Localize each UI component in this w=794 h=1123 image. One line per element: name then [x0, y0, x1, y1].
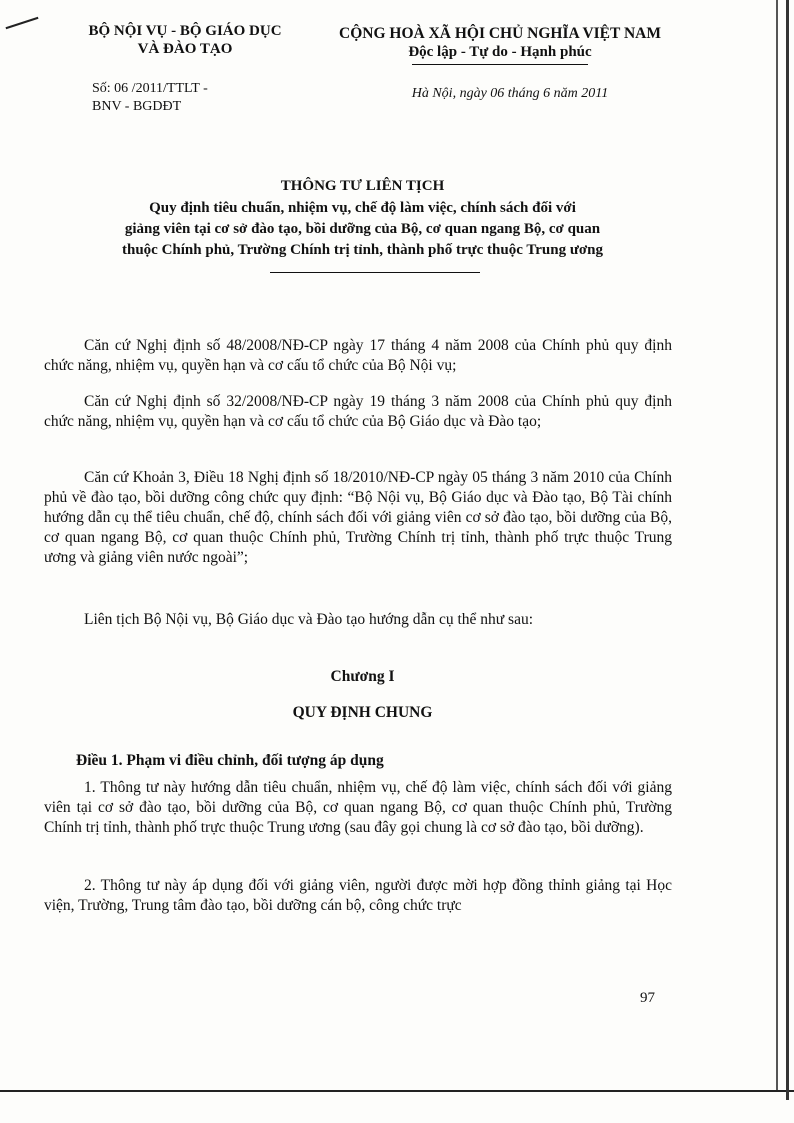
document-subject	[40, 198, 685, 261]
preamble-paragraph-2	[44, 392, 672, 432]
preamble-text-1: Căn cứ Nghị định số 48/2008/NĐ-CP ngày 17 tháng 4 năm 2008 của Chính phủ quy định chức năng, nhiệm vụ, quyền hạn và cơ cấu tổ chức của Bộ Nội vụ;	[44, 337, 672, 374]
preamble-text-2: Căn cứ Nghị định số 32/2008/NĐ-CP ngày 19 tháng 3 năm 2008 của Chính phủ quy định chức năng, nhiệm vụ, quyền hạn và cơ cấu tổ chức của Bộ Giáo dục và Đào tạo;	[44, 393, 672, 430]
clause-1-text: 1. Thông tư này hướng dẫn tiêu chuẩn, nhiệm vụ, chế độ làm việc, chính sách đối với giảng viên tại cơ sở đào tạo, bồi dưỡng của Bộ, cơ quan ngang Bộ, cơ quan thuộc Chính phủ, Trường Chính trị tỉnh, thành phố trực thuộc Trung ương (sau đây gọi chung là cơ sở đào tạo, bồi dưỡng).	[44, 779, 672, 836]
page-number: 97	[640, 990, 655, 1006]
scan-edge-bottom	[0, 1090, 794, 1092]
subject-line2: giảng viên tại cơ sở đào tạo, bồi dưỡng của Bộ, cơ quan ngang Bộ, cơ quan	[124, 221, 601, 237]
clause-2-text: 2. Thông tư này áp dụng đối với giảng viên, người được mời hợp đồng thỉnh giảng tại Học viện, Trường, Trung tâm đào tạo, bồi dưỡng cán bộ, công chức trực	[44, 877, 672, 914]
article-1-clause-2	[44, 876, 672, 916]
national-title	[310, 24, 690, 62]
title-underline	[270, 272, 480, 273]
scan-stroke-top-left	[6, 17, 39, 29]
national-motto: Độc lập - Tự do - Hạnh phúc	[408, 44, 592, 60]
subject-line1: Quy định tiêu chuẩn, nhiệm vụ, chế độ làm việc, chính sách đối với	[149, 200, 576, 216]
preamble-paragraph-4	[44, 610, 672, 630]
doc-number-line1: Số: 06 /2011/TTLT -	[92, 81, 208, 96]
preamble-text-3: Căn cứ Khoản 3, Điều 18 Nghị định số 18/2010/NĐ-CP ngày 05 tháng 3 năm 2010 của Chính phủ về đào tạo, bồi dưỡng công chức quy định: “Bộ Nội vụ, Bộ Giáo dục và Đào tạo, Bộ Tài chính hướng dẫn cụ thể tiêu chuẩn, chế độ, chính sách đối với giảng viên cơ sở đào tạo, bồi dưỡng của Bộ, cơ quan ngang Bộ, cơ quan thuộc Chính phủ, Trường Chính trị tỉnh, thành phố trực thuộc Trung ương và giảng viên nước ngoài”;	[44, 469, 672, 566]
scan-edge-right	[776, 0, 778, 1090]
scan-edge-right-dark	[786, 0, 789, 1100]
article-1-heading: Điều 1. Phạm vi điều chỉnh, đối tượng áp dụng	[76, 752, 384, 769]
chapter-name: QUY ĐỊNH CHUNG	[292, 704, 433, 721]
agency-line2: VÀ ĐÀO TẠO	[137, 41, 233, 57]
nation-name: CỘNG HOÀ XÃ HỘI CHỦ NGHĨA VIỆT NAM	[339, 25, 661, 42]
agency-name	[60, 22, 310, 58]
motto-underline	[412, 64, 588, 65]
doc-number-line2: BNV - BGDĐT	[92, 99, 182, 114]
preamble-paragraph-1	[44, 336, 672, 376]
chapter-number: Chương I	[330, 668, 395, 685]
document-type-heading: THÔNG TƯ LIÊN TỊCH	[280, 178, 445, 194]
subject-line3: thuộc Chính phủ, Trường Chính trị tỉnh, thành phố trực thuộc Trung ương	[122, 242, 603, 258]
place-date: Hà Nội, ngày 06 tháng 6 năm 2011	[411, 86, 609, 101]
article-1-clause-1	[44, 778, 672, 838]
preamble-text-4: Liên tịch Bộ Nội vụ, Bộ Giáo dục và Đào tạo hướng dẫn cụ thể như sau:	[84, 611, 534, 628]
agency-line1: BỘ NỘI VỤ - BỘ GIÁO DỤC	[88, 23, 282, 39]
preamble-paragraph-3	[44, 468, 672, 568]
document-number	[92, 80, 292, 116]
